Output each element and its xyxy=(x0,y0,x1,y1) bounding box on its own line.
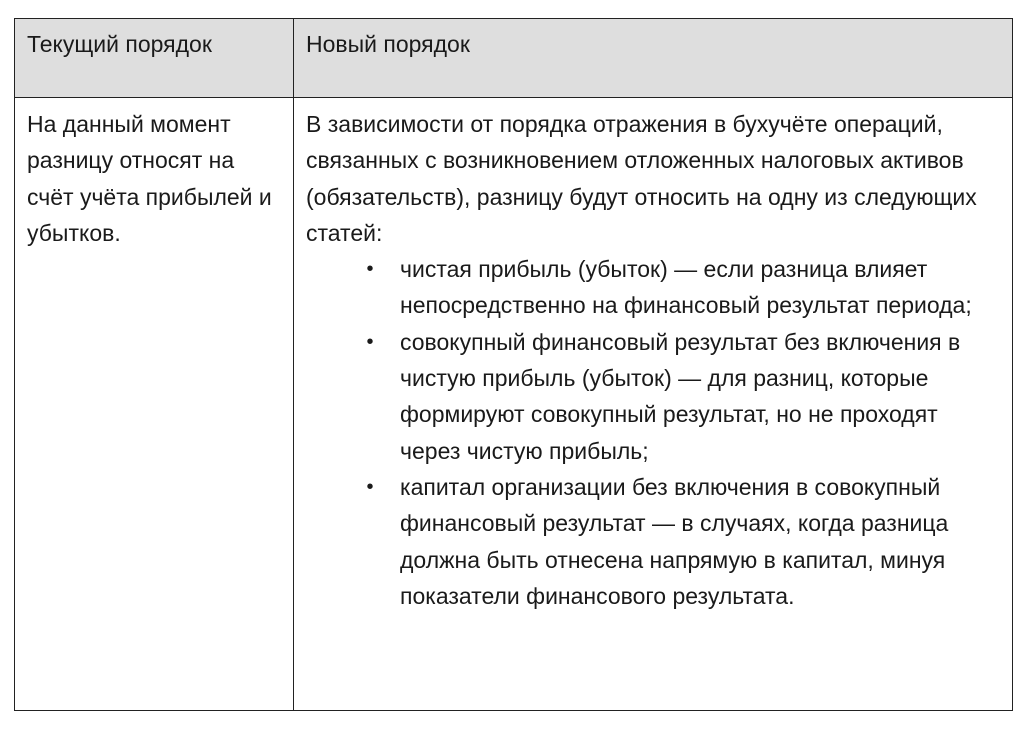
new-procedure-list xyxy=(306,251,1004,614)
table-row xyxy=(15,98,1013,711)
cell-current-procedure xyxy=(15,98,294,711)
bullet-icon: • xyxy=(366,258,374,281)
list-item xyxy=(306,324,1004,469)
bullet-icon: • xyxy=(366,475,374,498)
bullet-icon: • xyxy=(366,330,374,353)
header-current-label: Текущий порядок xyxy=(27,31,212,57)
header-cell-new xyxy=(294,19,1013,98)
header-new-label: Новый порядок xyxy=(306,31,470,57)
list-item xyxy=(306,469,1004,614)
list-item-text: капитал организации без включения в совокупный финансовый результат — в случаях, когда разница должна быть отнесена напрямую в капитал, минуя показатели финансового результата. xyxy=(400,473,949,609)
comparison-table xyxy=(14,18,1013,711)
new-procedure-intro: В зависимости от порядка отражения в бухучёте операций, связанных с возникновением отложенных налоговых активов (обязательств), разницу будут относить на одну из следующих статей: xyxy=(306,111,977,246)
list-item xyxy=(306,251,1004,324)
cell-new-procedure xyxy=(294,98,1013,711)
current-procedure-text: На данный момент разницу относят на счёт учёта прибылей и убытков. xyxy=(27,111,272,246)
table-header-row xyxy=(15,19,1013,98)
list-item-text: совокупный финансовый результат без включения в чистую прибыль (убыток) — для разниц, которые формируют совокупный результат, но не проходят через чистую прибыль; xyxy=(400,328,961,464)
list-item-text: чистая прибыль (убыток) — если разница влияет непосредственно на финансовый результат периода; xyxy=(400,256,972,319)
header-cell-current xyxy=(15,19,294,98)
